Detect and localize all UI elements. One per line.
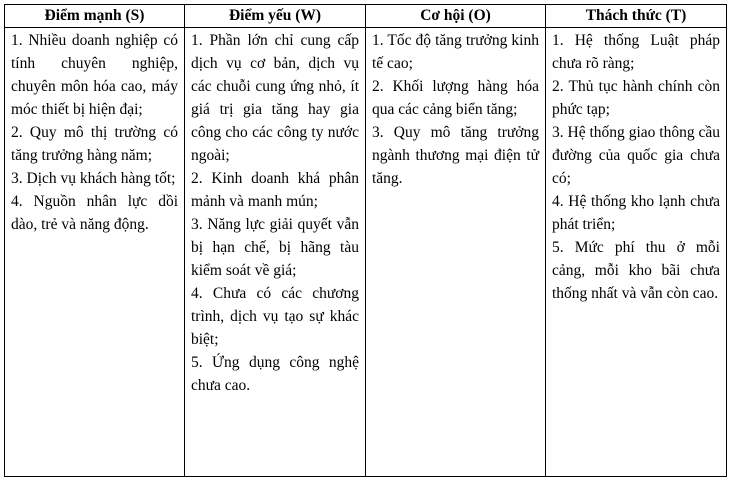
opportunity-item: 2. Khối lượng hàng hóa qua các cảng biển tăng; <box>372 78 539 118</box>
header-threats: Thách thức (T) <box>546 5 727 28</box>
threats-cell <box>546 28 727 477</box>
strength-item: 4. Nguồn nhân lực dồi dào, trẻ và năng động. <box>11 193 178 233</box>
threat-item: 5. Mức phí thu ở mỗi cảng, mỗi kho bãi chưa thống nhất và vẫn còn cao. <box>552 239 720 302</box>
weakness-item: 2. Kinh doanh khá phân mảnh và manh mún; <box>191 170 359 210</box>
strength-item: 3. Dịch vụ khách hàng tốt; <box>11 170 176 187</box>
header-row <box>5 5 727 28</box>
strength-item: 1. Nhiều doanh nghiệp có tính chuyên nghiệp, chuyên môn hóa cao, máy móc thiết bị hiện đại; <box>11 32 178 118</box>
header-opportunities: Cơ hội (O) <box>366 5 546 28</box>
threat-item: 4. Hệ thống kho lạnh chưa phát triển; <box>552 193 720 233</box>
weakness-item: 3. Năng lực giải quyết vẫn bị hạn chế, bị hãng tàu kiểm soát về giá; <box>191 216 359 279</box>
weakness-item: 4. Chưa có các chương trình, dịch vụ tạo sự khác biệt; <box>191 285 359 348</box>
threat-item: 3. Hệ thống giao thông cầu đường của quốc gia chưa có; <box>552 124 720 187</box>
weakness-item: 5. Ứng dụng công nghệ chưa cao. <box>191 354 359 394</box>
content-row <box>5 28 727 477</box>
opportunity-item: 3. Quy mô tăng trưởng ngành thương mại điện tử tăng. <box>372 124 539 187</box>
strength-item: 2. Quy mô thị trường có tăng trưởng hàng năm; <box>11 124 178 164</box>
swot-table <box>4 4 727 477</box>
weaknesses-cell <box>185 28 366 477</box>
opportunities-cell <box>366 28 546 477</box>
strengths-cell <box>5 28 185 477</box>
header-strengths: Điểm mạnh (S) <box>5 5 185 28</box>
weakness-item: 1. Phần lớn chỉ cung cấp dịch vụ cơ bản, dịch vụ các chuỗi cung ứng nhỏ, ít giá trị gia tăng hay gia công cho các công ty nước ngoài; <box>191 32 359 164</box>
threat-item: 2. Thủ tục hành chính còn phức tạp; <box>552 78 720 118</box>
opportunity-item: 1. Tốc độ tăng trưởng kinh tế cao; <box>372 32 539 72</box>
header-weaknesses: Điểm yếu (W) <box>185 5 366 28</box>
threat-item: 1. Hệ thống Luật pháp chưa rõ ràng; <box>552 32 720 72</box>
